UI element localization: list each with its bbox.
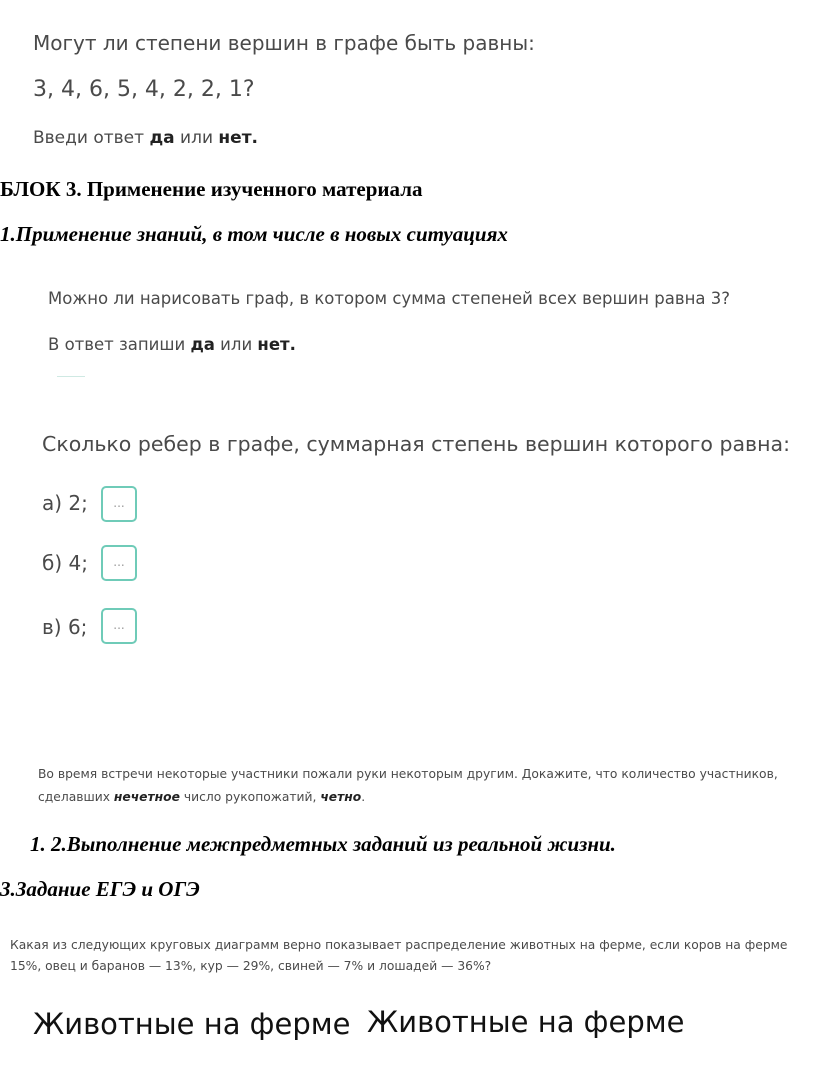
section1-title: 1.Применение знаний, в том числе в новых ситуациях	[0, 222, 508, 246]
q1-or: или	[174, 128, 219, 148]
q2-instruction	[48, 337, 296, 354]
chart-title-1: Животные на ферме	[33, 1007, 351, 1041]
q4-line2	[38, 791, 365, 803]
section2-title: 1. 2.Выполнение межпредметных заданий из реальной жизни.	[30, 832, 616, 856]
q5-line1: Какая из следующих круговых диаграмм верно показывает распределение животных на ферме, если коров на ферме	[10, 938, 788, 952]
section3-title: 3.Задание ЕГЭ и ОГЭ	[0, 877, 200, 901]
chart-title-2: Животные на ферме	[367, 1005, 685, 1039]
q1-yes: да	[149, 128, 175, 148]
q2-instr-text: В ответ запиши	[48, 335, 191, 354]
q3-item-a-input[interactable]: ...	[101, 486, 137, 522]
q3-item-c-label: в) 6;	[42, 615, 88, 639]
q4-text: сделавших	[38, 790, 114, 804]
q4-even: четно	[320, 790, 362, 804]
q4-odd: нечетное	[113, 790, 180, 804]
q3-item-c-input[interactable]: ...	[101, 608, 137, 644]
q2-or: или	[214, 335, 258, 354]
q1-sequence: 3, 4, 6, 5, 4, 2, 2, 1?	[33, 77, 255, 102]
q2-yes: да	[190, 335, 215, 354]
q3-item-a-label: а) 2;	[42, 491, 88, 515]
q4-end: .	[361, 790, 366, 804]
q1-question: Могут ли степени вершин в графе быть равны:	[33, 31, 535, 55]
answer-underline[interactable]	[57, 376, 85, 377]
q1-no: нет.	[218, 128, 259, 148]
block-title: БЛОК 3. Применение изученного материала	[0, 177, 423, 201]
q2-question: Можно ли нарисовать граф, в котором сумма степеней всех вершин равна 3?	[48, 289, 731, 308]
q4-line1: Во время встречи некоторые участники пожали руки некоторым другим. Докажите, что количество участников,	[38, 767, 778, 781]
q2-no: нет.	[257, 335, 296, 354]
q3-item-b-input[interactable]: ...	[101, 545, 137, 581]
q1-instruction	[33, 130, 258, 147]
q5-line2: 15%, овец и баранов — 13%, кур — 29%, свиней — 7% и лошадей — 36%?	[10, 959, 492, 973]
q1-instr-text: Введи ответ	[33, 128, 150, 148]
q4-text-mid: число рукопожатий,	[179, 790, 321, 804]
q3-question: Сколько ребер в графе, суммарная степень вершин которого равна:	[42, 432, 790, 456]
q3-item-b-label: б) 4;	[42, 551, 88, 575]
